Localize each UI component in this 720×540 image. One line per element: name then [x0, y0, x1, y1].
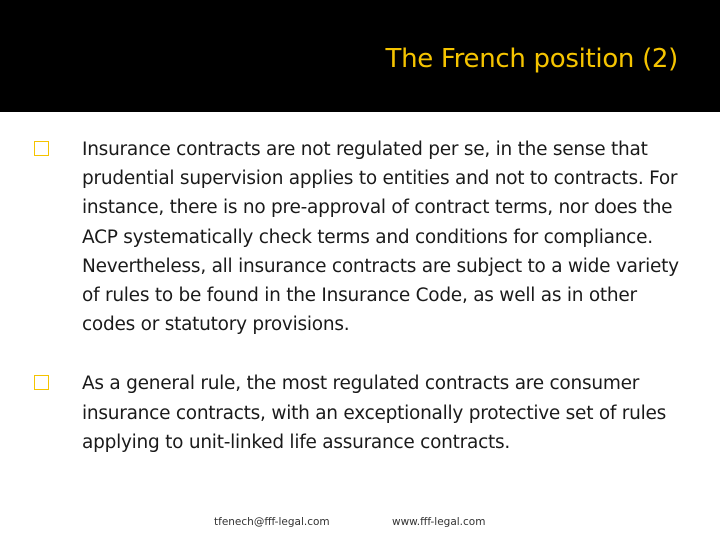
- square-bullet-icon: [34, 375, 49, 390]
- footer-website: www.fff-legal.com: [392, 516, 486, 528]
- title-bar: [0, 0, 720, 112]
- bullet-text: Insurance contracts are not regulated per se, in the sense that prudential supervision applies to entities and not to contracts. For instance, there is no pre-approval of contract terms, nor does the ACP systematically check terms and conditions for compliance. Nevertheless, all insurance contracts are subject to a wide variety of rules to be found in the Insurance Code, as well as in other codes or statutory provisions.: [82, 139, 679, 336]
- square-bullet-icon: [34, 141, 49, 156]
- slide-title: The French position (2): [385, 44, 678, 74]
- bullet-list: [34, 135, 694, 457]
- bullet-item: [34, 369, 694, 457]
- bullet-text: As a general rule, the most regulated contracts are consumer insurance contracts, with an exceptionally protective set of rules applying to unit-linked life assurance contracts.: [82, 373, 667, 453]
- footer-email: tfenech@fff-legal.com: [214, 516, 330, 528]
- bullet-item: [34, 135, 694, 339]
